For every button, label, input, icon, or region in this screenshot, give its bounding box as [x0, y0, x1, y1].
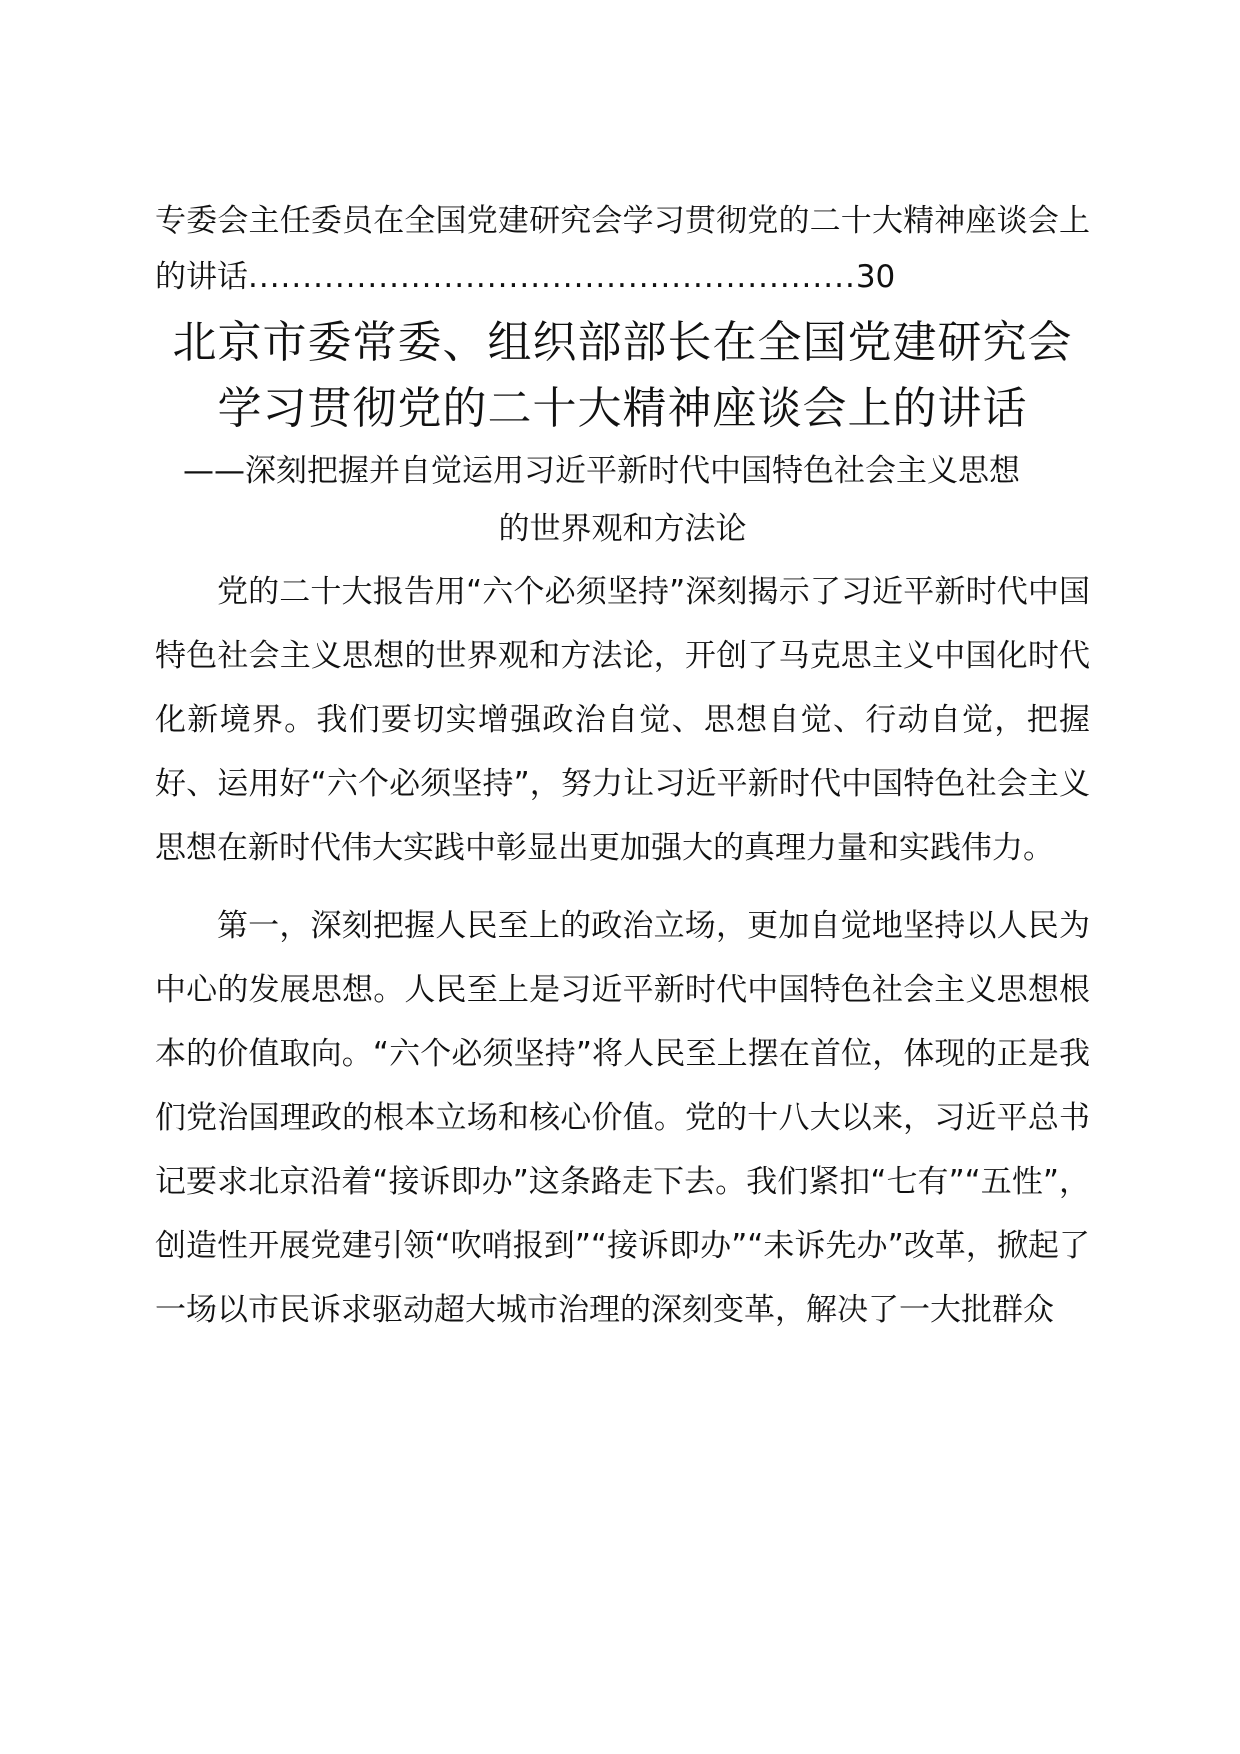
- toc-entry-text: 专委会主任委员在全国党建研究会学习贯彻党的二十大精神座谈会上的讲话: [155, 203, 1090, 295]
- body-paragraph-1: 党的二十大报告用“六个必须坚持”深刻揭示了习近平新时代中国特色社会主义思想的世界观和方法论，开创了马克思主义中国化时代化新境界。我们要切实增强政治自觉、思想自觉、行动自觉，把握好、运用好“六个必须坚持”，努力让习近平新时代中国特色社会主义思想在新时代伟大实践中彰显出更加强大的真理力量和实践伟力。: [155, 574, 1090, 866]
- article-subtitle: [155, 442, 1090, 558]
- toc-page-number: 30: [855, 259, 896, 295]
- subtitle-line-2: 的世界观和方法论: [498, 511, 747, 547]
- subtitle-line-1: ——深刻把握并自觉运用习近平新时代中国特色社会主义思想: [183, 453, 1020, 489]
- body-paragraph-2: 第一，深刻把握人民至上的政治立场，更加自觉地坚持以人民为中心的发展思想。人民至上是习近平新时代中国特色社会主义思想根本的价值取向。“六个必须坚持”将人民至上摆在首位，体现的正是我们党治国理政的根本立场和核心价值。党的十八大以来，习近平总书记要求北京沿着“接诉即办”这条路走下去。我们紧扣“七有”“五性”，创造性开展党建引领“吹哨报到”“接诉即办”“未诉先办”改革，掀起了一场以市民诉求驱动超大城市治理的深刻变革，解决了一大批群众: [155, 908, 1090, 1328]
- toc-leader-dots: ........................................................: [248, 259, 856, 295]
- page-content: [155, 193, 1090, 1342]
- article-title: 北京市委常委、组织部部长在全国党建研究会学习贯彻党的二十大精神座谈会上的讲话: [172, 317, 1073, 434]
- toc-entry[interactable]: [155, 193, 1090, 305]
